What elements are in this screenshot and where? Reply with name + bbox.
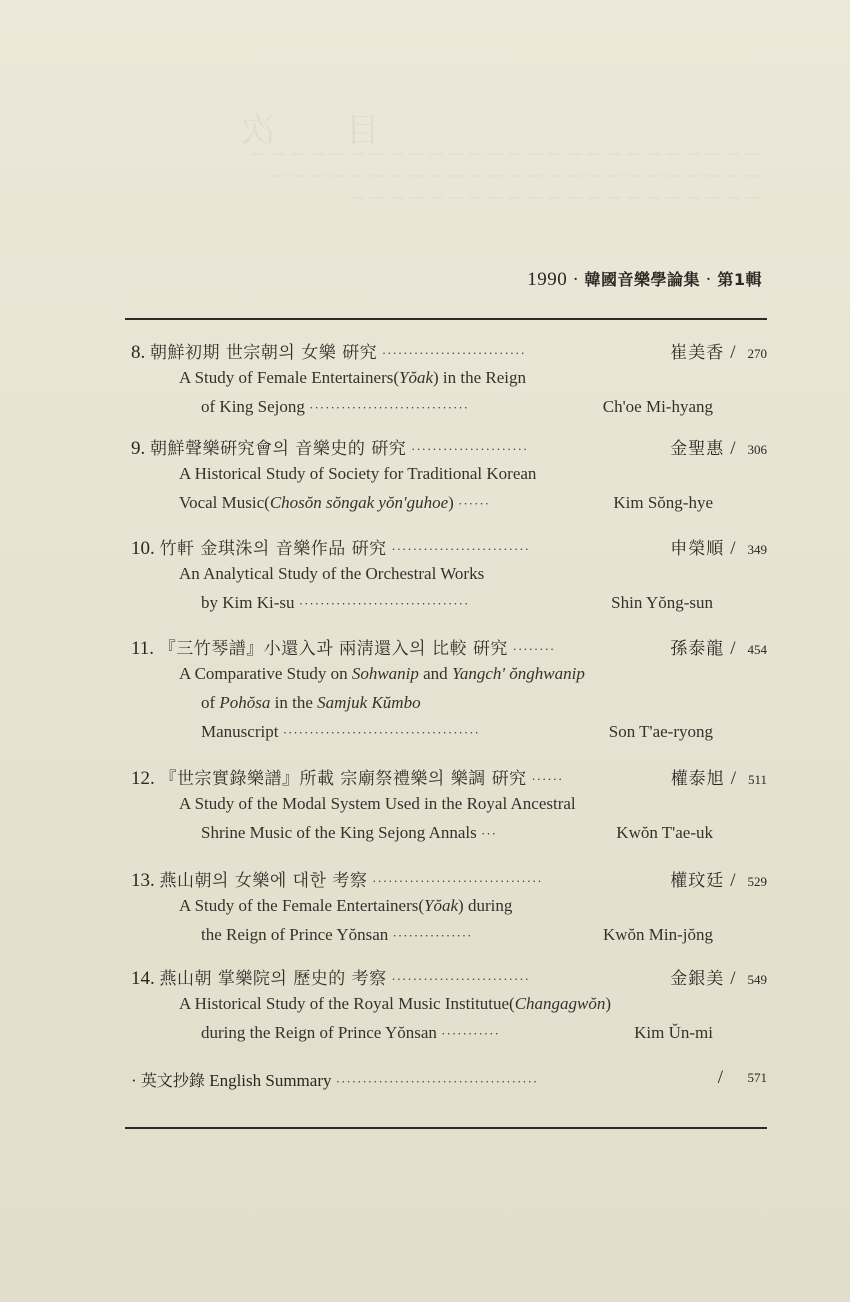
entry-page-number: 349 <box>747 542 767 557</box>
summary-label-korean: 英文抄錄 <box>140 1071 205 1090</box>
entry-number: 8. <box>131 342 146 363</box>
bullet: · <box>131 1071 137 1090</box>
entry-author-korean: 金銀美 <box>670 969 725 989</box>
entry-english-title: A Study of the Modal System Used in the Royal Ancestral <box>179 794 576 813</box>
bottom-rule <box>125 1127 767 1129</box>
leader-dots: ·························· <box>391 971 530 987</box>
header-volume: 第1輯 <box>717 270 762 289</box>
entry-english-title: Vocal Music( <box>179 493 270 512</box>
entry-number: 11. <box>131 638 155 659</box>
entry-english-title: the Reign of Prince Yŏnsan <box>201 925 389 944</box>
entry-page-number: 549 <box>747 972 767 987</box>
entry-english-title: A Study of the Female Entertainers( <box>179 896 425 915</box>
entry-author-korean: 金聖惠 <box>670 439 725 459</box>
entry-english-title: of King Sejong <box>201 397 305 416</box>
entry-title-korean: 朝鮮聲樂硏究會의 音樂史的 硏究 <box>150 439 407 459</box>
toc-entry: 12. 『世宗實錄樂譜』所載 宗廟祭禮樂의 樂調 硏究 ······ 權泰旭 / 511 A Study of the Modal System Used in the Royal Ancestral Shrine Music of the King Sejong Annals ··· Kwŏn T'ae-uk <box>131 768 767 842</box>
entry-author-korean: 孫泰龍 <box>670 639 725 659</box>
leader-dots: ······ <box>531 771 564 787</box>
entry-author-korean: 申榮順 <box>670 539 725 559</box>
entry-english-italic: Changagwŏn <box>514 994 606 1013</box>
entry-title-korean: 竹軒 金琪洙의 音樂作品 硏究 <box>159 539 387 559</box>
entry-english-title: A Historical Study of the Royal Music Institutue( <box>179 994 515 1013</box>
entry-number: 10. <box>131 538 155 559</box>
entry-page-number: 529 <box>747 874 767 889</box>
entry-english-italic: Yŏak <box>424 896 459 915</box>
entry-number: 9. <box>131 438 146 459</box>
bleed-through-text: 目 次 — — — — — — — — — — — — — — — — — — — — — — — — — — — — — — — — — — — — — — — — — — — — — — — — — — — — — — — — — — — — — — — — — — — — — — — — <box>211 111 760 206</box>
entry-title-korean: 『世宗實錄樂譜』所載 宗廟祭禮樂의 樂調 硏究 <box>159 769 527 789</box>
entry-english-italic: Sohwanip <box>351 664 419 683</box>
entry-english-title: Manuscript <box>201 722 279 741</box>
summary-label-english: English Summary <box>209 1071 332 1090</box>
leader-dots: ································ <box>372 873 543 889</box>
entry-number: 12. <box>131 768 155 789</box>
journal-header: 1990 · 韓國音樂學論集 · 第1輯 <box>527 269 762 290</box>
entry-author-romanized: Son T'ae-ryong <box>608 722 713 741</box>
entry-english-title: of <box>201 693 220 712</box>
entry-author-korean: 權玟廷 <box>670 871 725 891</box>
toc-entry: 14. 燕山朝 掌樂院의 歷史的 考察 ·························· 金銀美 / 549 A Historical Study of the Royal Music Institutue(Changagwŏn) during the Reign of Prince Yŏnsan ··········· Kim Ŭn-mi <box>131 968 767 1042</box>
entry-number: 13. <box>131 870 155 891</box>
summary-page-number: 571 <box>747 1070 767 1085</box>
entry-english-italic: Pohŏsa <box>219 693 271 712</box>
entry-title-korean: 燕山朝의 女樂에 대한 考察 <box>159 871 368 891</box>
entry-english-italic: Yangch' ŏnghwanip <box>451 664 585 683</box>
entry-english-title: A Comparative Study on <box>179 664 352 683</box>
toc-entry: 10. 竹軒 金琪洙의 音樂作品 硏究 ·························· 申榮順 / 349 An Analytical Study of the Orchestral Works by Kim Ki-su ································ Shin Yŏng-sun <box>131 538 767 612</box>
entry-page-number: 306 <box>747 442 767 457</box>
entry-page-number: 454 <box>747 642 767 657</box>
entry-title-korean: 燕山朝 掌樂院의 歷史的 考察 <box>159 969 387 989</box>
entry-english-title: by Kim Ki-su <box>201 593 295 612</box>
entry-author-korean: 權泰旭 <box>670 769 725 789</box>
entry-author-romanized: Kim Sŏng-hye <box>613 493 713 512</box>
toc-entry: 11. 『三竹琴譜』小還入과 兩淸還入의 比較 硏究 ········ 孫泰龍 / 454 A Comparative Study on Sohwanip and Yangch' ŏnghwanip of Pohŏsa in the Samjuk Kŭmbo Manuscript ····································· Son T'ae-ryong <box>131 638 767 741</box>
entry-english-title: An Analytical Study of the Orchestral Works <box>179 564 485 583</box>
entry-english-title: A Historical Study of Society for Traditional Korean <box>179 464 537 483</box>
entry-author-romanized: Kim Ŭn-mi <box>634 1023 713 1042</box>
entry-title-korean: 朝鮮初期 世宗朝의 女樂 硏究 <box>150 343 378 363</box>
entry-english-title: A Study of Female Entertainers( <box>179 368 400 387</box>
entry-english-italic: Yŏak <box>399 368 434 387</box>
entry-page-number: 270 <box>747 346 767 361</box>
leader-dots: ·························· <box>391 541 530 557</box>
entry-english-italic: Chosŏn sŏngak yŏn'guhoe <box>269 493 449 512</box>
leader-dots: ········ <box>512 641 556 657</box>
toc-entry: 8. 朝鮮初期 世宗朝의 女樂 硏究 ··························· 崔美香 / 270 A Study of Female Entertainers(Yŏak) in the Reign of King Sejong ······························ Ch'oe Mi-hyang <box>131 342 767 416</box>
entry-english-title: Shrine Music of the King Sejong Annals <box>201 823 477 842</box>
entry-author-romanized: Ch'oe Mi-hyang <box>602 397 713 416</box>
summary-slash: / <box>717 1067 723 1088</box>
english-summary-entry <box>131 1068 767 1091</box>
top-rule <box>125 318 767 320</box>
header-journal: 韓國音樂學論集 <box>584 270 701 289</box>
leader-dots: ······················ <box>410 441 529 457</box>
toc-entry: 13. 燕山朝의 女樂에 대한 考察 ································ 權玟廷 / 529 A Study of the Female Entertainers(Yŏak) during the Reign of Prince Yŏnsan ··············· Kwŏn Min-jŏng <box>131 870 767 944</box>
entry-author-romanized: Shin Yŏng-sun <box>611 593 713 612</box>
entry-title-korean: 『三竹琴譜』小還入과 兩淸還入의 比較 硏究 <box>158 639 508 659</box>
entry-author-korean: 崔美香 <box>670 343 725 363</box>
entry-english-italic: Samjuk Kŭmbo <box>317 693 421 712</box>
leader-dots: ······································ <box>335 1074 539 1090</box>
toc-entry: 9. 朝鮮聲樂硏究會의 音樂史的 硏究 ······················ 金聖惠 / 306 A Historical Study of Society for Traditional Korean Vocal Music(Chosŏn sŏngak yŏn'guhoe) ······ Kim Sŏng-hye <box>131 438 767 512</box>
entry-author-romanized: Kwŏn T'ae-uk <box>616 823 713 842</box>
header-year: 1990 <box>527 269 568 290</box>
entry-english-title: during the Reign of Prince Yŏnsan <box>201 1023 437 1042</box>
leader-dots: ··························· <box>381 345 526 361</box>
entry-number: 14. <box>131 968 155 989</box>
entry-author-romanized: Kwŏn Min-jŏng <box>602 925 713 944</box>
entry-page-number: 511 <box>747 772 767 787</box>
